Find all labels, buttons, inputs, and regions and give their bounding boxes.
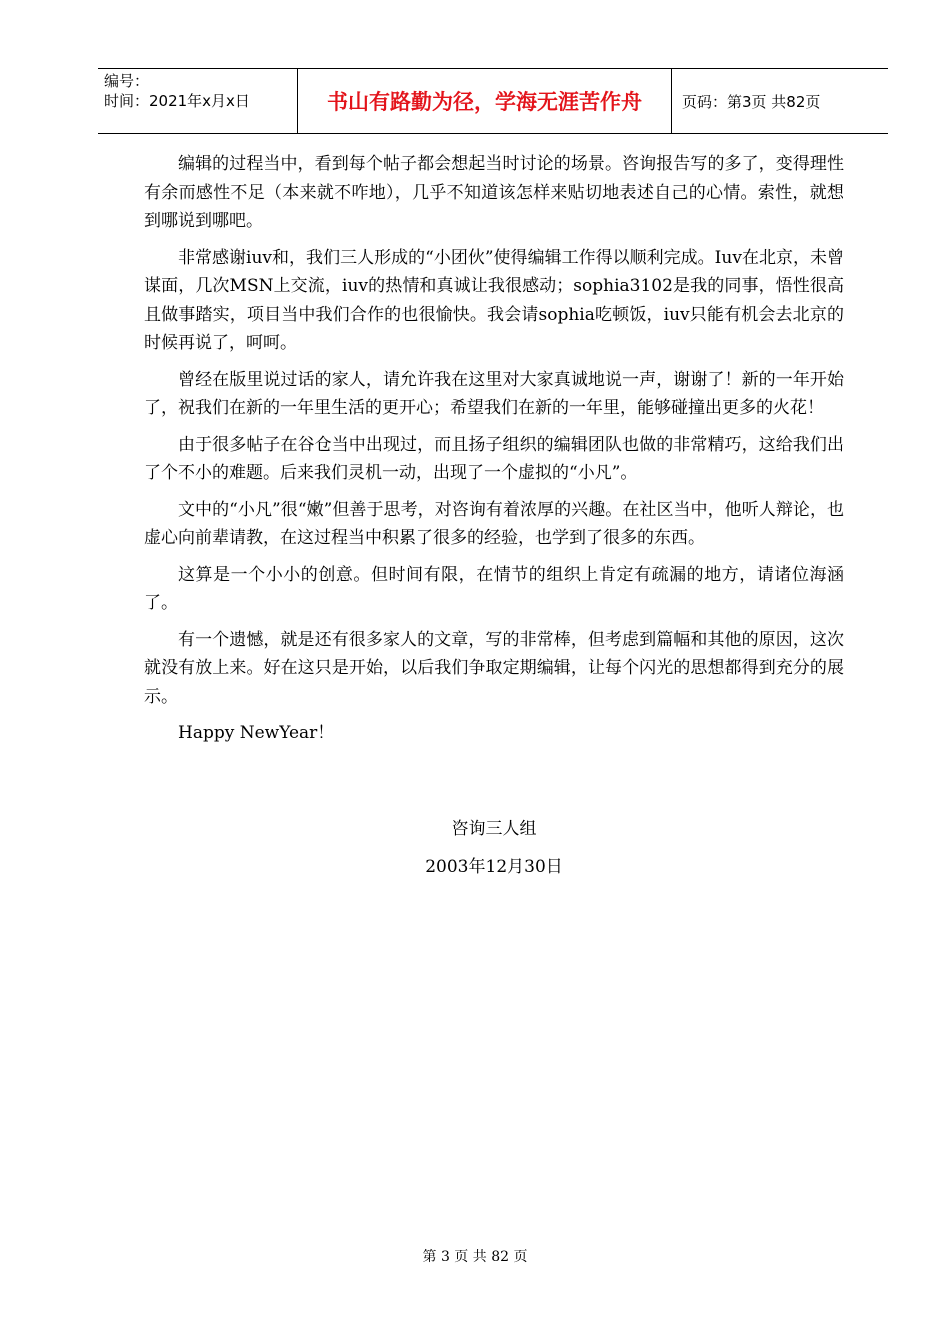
- paragraph: 曾经在版里说过话的家人，请允许我在这里对大家真诚地说一声，谢谢了！新的一年开始了，祝我们在新的一年里生活的更开心；希望我们在新的一年里，能够碰撞出更多的火花！: [144, 369, 844, 418]
- page-header: [98, 68, 888, 134]
- signature-author: 咨询三人组: [451, 819, 537, 839]
- paragraph: 文中的“小凡”很“嫩”但善于思考，对咨询有着浓厚的兴趣。在社区当中，他听人辩论，也虚心向前辈请教，在这过程当中积累了很多的经验，也学到了很多的东西。: [144, 499, 844, 548]
- number-label: 编号：: [104, 72, 150, 90]
- paragraph: 编辑的过程当中，看到每个帖子都会想起当时讨论的场景。咨询报告写的多了，变得理性有余而感性不足（本来就不咋地），几乎不知道该怎样来贴切地表述自己的心情。索性，就想到哪说到哪吧。: [144, 154, 844, 231]
- paragraph: 这算是一个小小的创意。但时间有限，在情节的组织上肯定有疏漏的地方，请诸位海涵了。: [144, 564, 844, 613]
- paragraph: Happy NewYear！: [178, 723, 335, 743]
- header-meta: [98, 69, 298, 133]
- header-motto: 书山有路勤为径，学海无涯苦作舟: [298, 69, 672, 133]
- paragraph: 有一个遗憾，就是还有很多家人的文章，写的非常棒，但考虑到篇幅和其他的原因，这次就没有放上来。好在这只是开始，以后我们争取定期编辑，让每个闪光的思想都得到充分的展示。: [144, 629, 844, 707]
- signature-date: 2003年12月30日: [425, 857, 563, 877]
- paragraph: 非常感谢iuv和，我们三人形成的“小团伙”使得编辑工作得以顺利完成。Iuv在北京，未曾谋面，几次MSN上交流，iuv的热情和真诚让我很感动；sophia3102是我的同事，悟性很高且做事踏实，项目当中我们合作的也很愉快。我会请sophia吃顿饭，iuv只能有机会去北京的时候再说了，呵呵。: [144, 247, 844, 353]
- time-label: 时间：2021年x月x日: [104, 92, 250, 110]
- document-body: [144, 150, 844, 756]
- header-page-info: 页码：第3页 共82页: [682, 92, 821, 111]
- page-footer: 第 3 页 共 82 页: [422, 1249, 528, 1265]
- paragraph: 由于很多帖子在谷仓当中出现过，而且扬子组织的编辑团队也做的非常精巧，这给我们出了个不小的难题。后来我们灵机一动，出现了一个虚拟的“小凡”。: [144, 434, 844, 483]
